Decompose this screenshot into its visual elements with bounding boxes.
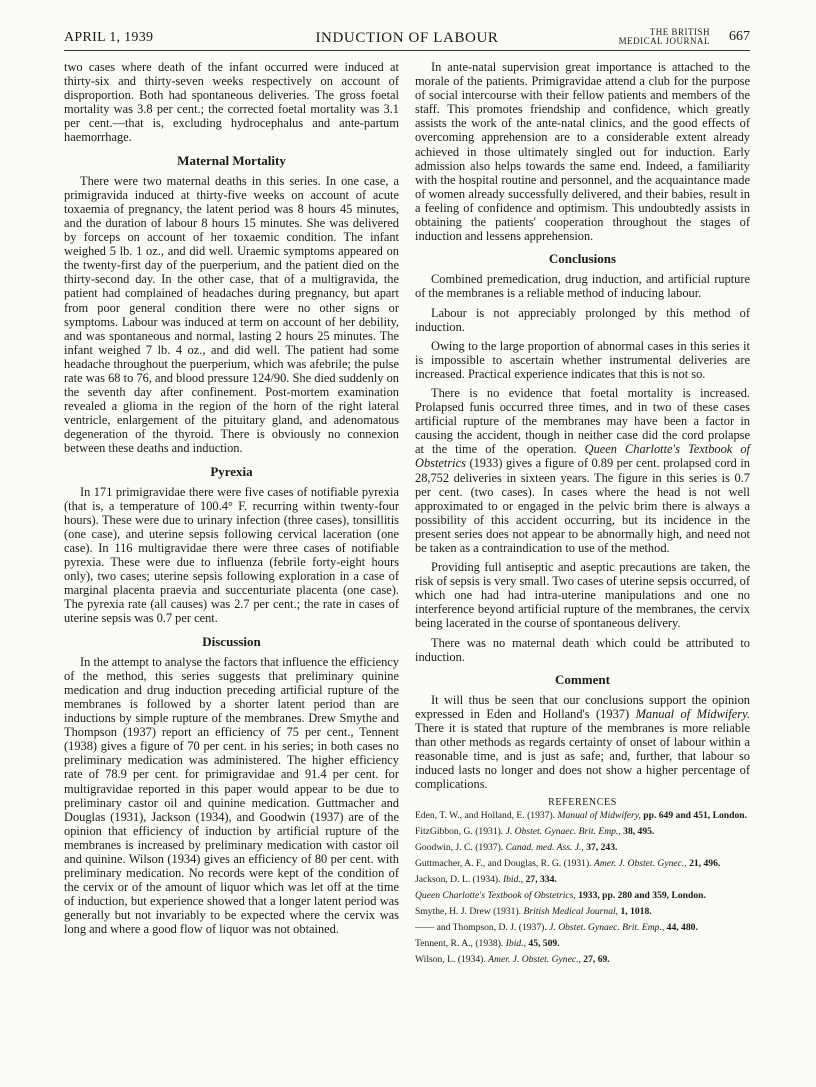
reference-detail: 1933, pp. 280 and 359, London. xyxy=(578,889,706,901)
reference-source: Canad. med. Ass. J., xyxy=(505,841,584,853)
discussion-heading: Discussion xyxy=(202,633,261,649)
comment-paragraph xyxy=(415,693,750,792)
pyrexia-paragraph: In 171 primigravidae there were five cases of notifiable pyrexia (that is, a temperature of 100.4° F. recurring within twenty-four hours). These were due to urinary infection (three cases), tonsillitis (one case), and uterine sepsis following cervical laceration (one case). In 116 multigravidae there were three cases of notifiable pyrexia. These were due to influenza (febrile forty-eight hours only), two cases; uterine sepsis following exploration in a case of marginal placenta praevia and succenturiate placenta (one case). The pyrexia rate (all causes) was 2.7 per cent.; the rate in cases of uterine sepsis was 0.7 per cent. xyxy=(64,484,399,626)
comment-heading: Comment xyxy=(555,671,610,687)
reference-authors: Tennent, R. A., (1938). xyxy=(415,937,504,949)
reference-source: J. Obstet. Gynaec. Brit. Emp., xyxy=(505,825,621,837)
reference-source: J. Obstet. Gynaec. Brit. Emp., xyxy=(549,921,665,933)
reference-authors: Jackson, D. L. (1934). xyxy=(415,873,501,885)
conclusion-6: There was no maternal death which could be attributed to induction. xyxy=(415,635,750,664)
reference-source: Manual of Midwifery, xyxy=(557,809,641,821)
conclusion-1: Combined premedication, drug induction, and artificial rupture of the membranes is a reliable method of inducing labour. xyxy=(415,272,750,301)
reference-authors: Smythe, H. J. Drew (1931). xyxy=(415,905,522,917)
journal-name xyxy=(619,28,710,46)
page-header xyxy=(64,28,750,50)
reference-authors: —— and Thompson, D. J. (1937). xyxy=(415,921,547,933)
foetal-mortality-paragraph: two cases where death of the infant occurred were induced at thirty-six and thirty-seven weeks respectively on account of disproportion. Both had spontaneous deliveries. The gross foetal mortality was 3.8 per cent.; the corrected foetal mortality was 3.1 per cent.—that is, excluding hydrocephalus and ante-partum haemorrhage. xyxy=(64,60,399,145)
journal-name-line1: THE BRITISH xyxy=(649,27,710,37)
antenatal-paragraph: In ante-natal supervision great importance is attached to the morale of the patients. Primigravidae attend a club for the purpose of social intercourse with their fellow patients and members of the staff. This promotes friendship and confidence, which greatly assists the work of the ante-natal clinics, and the good effects of overcoming apprehension are to a considerable extent already achieved in those ultimately singled out for induction. Early admission also helps towards the same end. Indeed, a familiarity with the hospital routine and personnel, and the acquaintance made of women already successfully delivered, and their babies, result in a feeling of confidence and optimism. This undoubtedly assists in obtaining the patients' cooperation throughout the stages of induction and lessens apprehension. xyxy=(415,60,750,244)
reference-detail: 27, 334. xyxy=(525,873,557,885)
running-title: INDUCTION OF LABOUR xyxy=(315,30,499,46)
conclusion-3: Owing to the large proportion of abnormal cases in this series it is impossible to ascertain whether instrumental deliveries are increased. Practical experience indicates that this is not so. xyxy=(415,338,750,381)
comment-book-title: Manual of Midwifery. xyxy=(635,706,750,721)
conclusion-2: Labour is not appreciably prolonged by this method of induction. xyxy=(415,305,750,334)
comment-text-cont: There it is stated that rupture of the membranes is more reliable than other methods as regards certainty of onset of labour within a reasonable time, and is just as safe; and, further, that labour so induced lasts no longer and does not show a higher percentage of complications. xyxy=(415,721,750,792)
conclusions-heading: Conclusions xyxy=(548,251,617,267)
reference-authors: Goodwin, J. C. (1937). xyxy=(415,841,504,853)
left-column xyxy=(64,60,399,942)
header-rule xyxy=(64,50,750,51)
reference-item xyxy=(415,826,750,837)
reference-source: Amer. J. Obstet. Gynec., xyxy=(488,953,581,965)
reference-source: Amer. J. Obstet. Gynec., xyxy=(593,857,687,869)
reference-detail: 27, 69. xyxy=(583,953,610,965)
reference-source: British Medical Journal, xyxy=(523,905,619,917)
right-column xyxy=(415,60,750,970)
reference-detail: 1, 1018. xyxy=(620,905,652,917)
discussion-paragraph: In the attempt to analyse the factors that influence the efficiency of the method, this series suggests that preliminary quinine medication and drug induction preceding artificial rupture of the membranes is followed by a shorter latent period than are inductions by simple rupture of the membranes. Drew Smythe and Thompson (1937) report an efficiency of 75 per cent., Tennent (1938) gives a figure of 70 per cent. in his series; in both cases no preliminary medication was administered. The higher efficiency rate of 78.9 per cent. for primigravidae and 91.4 per cent. for multigravidae reported in this paper would appear to be due to preliminary castor oil and quinine medication. Guttmacher and Douglas (1931), Jackson (1934), and Goodwin (1937) are of the opinion that efficiency of induction by artificial rupture of the membranes is increased by preliminary medication with castor oil and quinine. Wilson (1934) gives an efficiency of 80 per cent. with preliminary medication. No records were kept of the condition of the cervix or of the amount of liquor which was let off at the time of induction, but experience showed that a longer latent period was generally but not invariably to be expected where the cervix was long and where a good flow of liquor was not obtained. xyxy=(64,654,399,937)
reference-detail: 44, 480. xyxy=(666,921,698,933)
reference-authors: FitzGibbon, G. (1931). xyxy=(415,825,504,837)
pyrexia-heading: Pyrexia xyxy=(210,463,253,479)
reference-item xyxy=(415,890,750,901)
reference-authors: Wilson, L. (1934). xyxy=(415,953,486,965)
reference-item xyxy=(415,922,750,933)
comment-text: It will thus be seen that our conclusions support the opinion expressed in Eden and Holland's (1937) xyxy=(415,692,750,721)
conclusion-4-text-cont: (1933) gives a figure of 0.89 per cent. prolapsed cord in 28,752 deliveries in sixteen years. The figure in this series is 0.7 per cent. (two cases). In cases where the head is not well approximated to or engaged in the pelvic brim there is always a possibility of this accident occurring, but its incidence in the present series does not appear to be abnormally high, and need not be taken as a contraindication to use of the method. xyxy=(415,456,750,555)
maternal-mortality-heading: Maternal Mortality xyxy=(177,152,286,168)
reference-item xyxy=(415,842,750,853)
reference-source: Queen Charlotte's Textbook of Obstetrics, xyxy=(415,889,576,901)
reference-item xyxy=(415,954,750,965)
reference-detail: 45, 509. xyxy=(528,937,560,949)
issue-date: APRIL 1, 1939 xyxy=(64,30,154,45)
reference-item xyxy=(415,810,750,821)
reference-item xyxy=(415,938,750,949)
reference-source: Ibid., xyxy=(502,873,524,885)
references-heading: REFERENCES xyxy=(548,796,617,808)
reference-detail: 37, 243. xyxy=(586,841,618,853)
reference-authors: Guttmacher, A. F., and Douglas, R. G. (1931). xyxy=(415,857,592,869)
reference-detail: pp. 649 and 451, London. xyxy=(643,809,748,821)
maternal-mortality-paragraph: There were two maternal deaths in this series. In one case, a primigravida induced at thirty-five weeks on account of acute toxaemia of pregnancy, the latent period was 8 hours 45 minutes, and the duration of labour 8 hours 15 minutes. She was delivered by forceps on account of her toxaemic condition. The infant weighed 5 lb. 1 oz., and did well. Uraemic symptoms appeared on the twenty-first day of the puerperium, and the patient died on the thirty-second day. In the other case, that of a multigravida, the patient had complained of headaches during pregnancy, but apart from poor general condition there were no other signs or symptoms. Labour was induced at term on account of her debility, and was spontaneous and normal, lasting 2 hours 25 minutes. The infant weighed 7 lb. 4 oz., and did well. The patient had some headache throughout the puerperium, which was afebrile; the pulse rate was 68 to 76, and blood pressure 124/90. She died suddenly on the seventh day after confinement. Post-mortem examination revealed a glioma in the region of the horn of the right lateral ventricle, enlargement of the pituitary gland, and adenomatous degeneration of the thyroid. There is obviously no connexion between these deaths and induction. xyxy=(64,173,399,456)
page-number: 667 xyxy=(729,29,750,44)
reference-list xyxy=(415,810,750,965)
conclusion-4-book-title: Queen Charlotte's Textbook of Obstetrics xyxy=(415,442,750,471)
conclusion-4 xyxy=(415,386,750,555)
reference-item xyxy=(415,906,750,917)
reference-item xyxy=(415,858,750,869)
references xyxy=(415,797,750,965)
reference-detail: 38, 495. xyxy=(623,825,655,837)
conclusion-5: Providing full antiseptic and aseptic precautions are taken, the risk of sepsis is very small. Two cases of uterine sepsis occurred, of which one had had intra-uterine manipulations and one no interference beyond artificial rupture of the membranes, the cervix being lacerated in the course of spontaneous delivery. xyxy=(415,560,750,631)
reference-detail: 21, 496. xyxy=(689,857,721,869)
reference-authors: Eden, T. W., and Holland, E. (1937). xyxy=(415,809,556,821)
conclusion-4-text: There is no evidence that foetal mortality is increased. Prolapsed funis occurred three times, and in two of these cases artificial rupture of the membranes may have been a factor in causing the accident, though in neither case did the cord prolapse at the time of the operation. xyxy=(415,385,750,457)
reference-item xyxy=(415,874,750,885)
reference-source: Ibid., xyxy=(505,937,526,949)
journal-name-line2: MEDICAL JOURNAL xyxy=(618,36,710,46)
